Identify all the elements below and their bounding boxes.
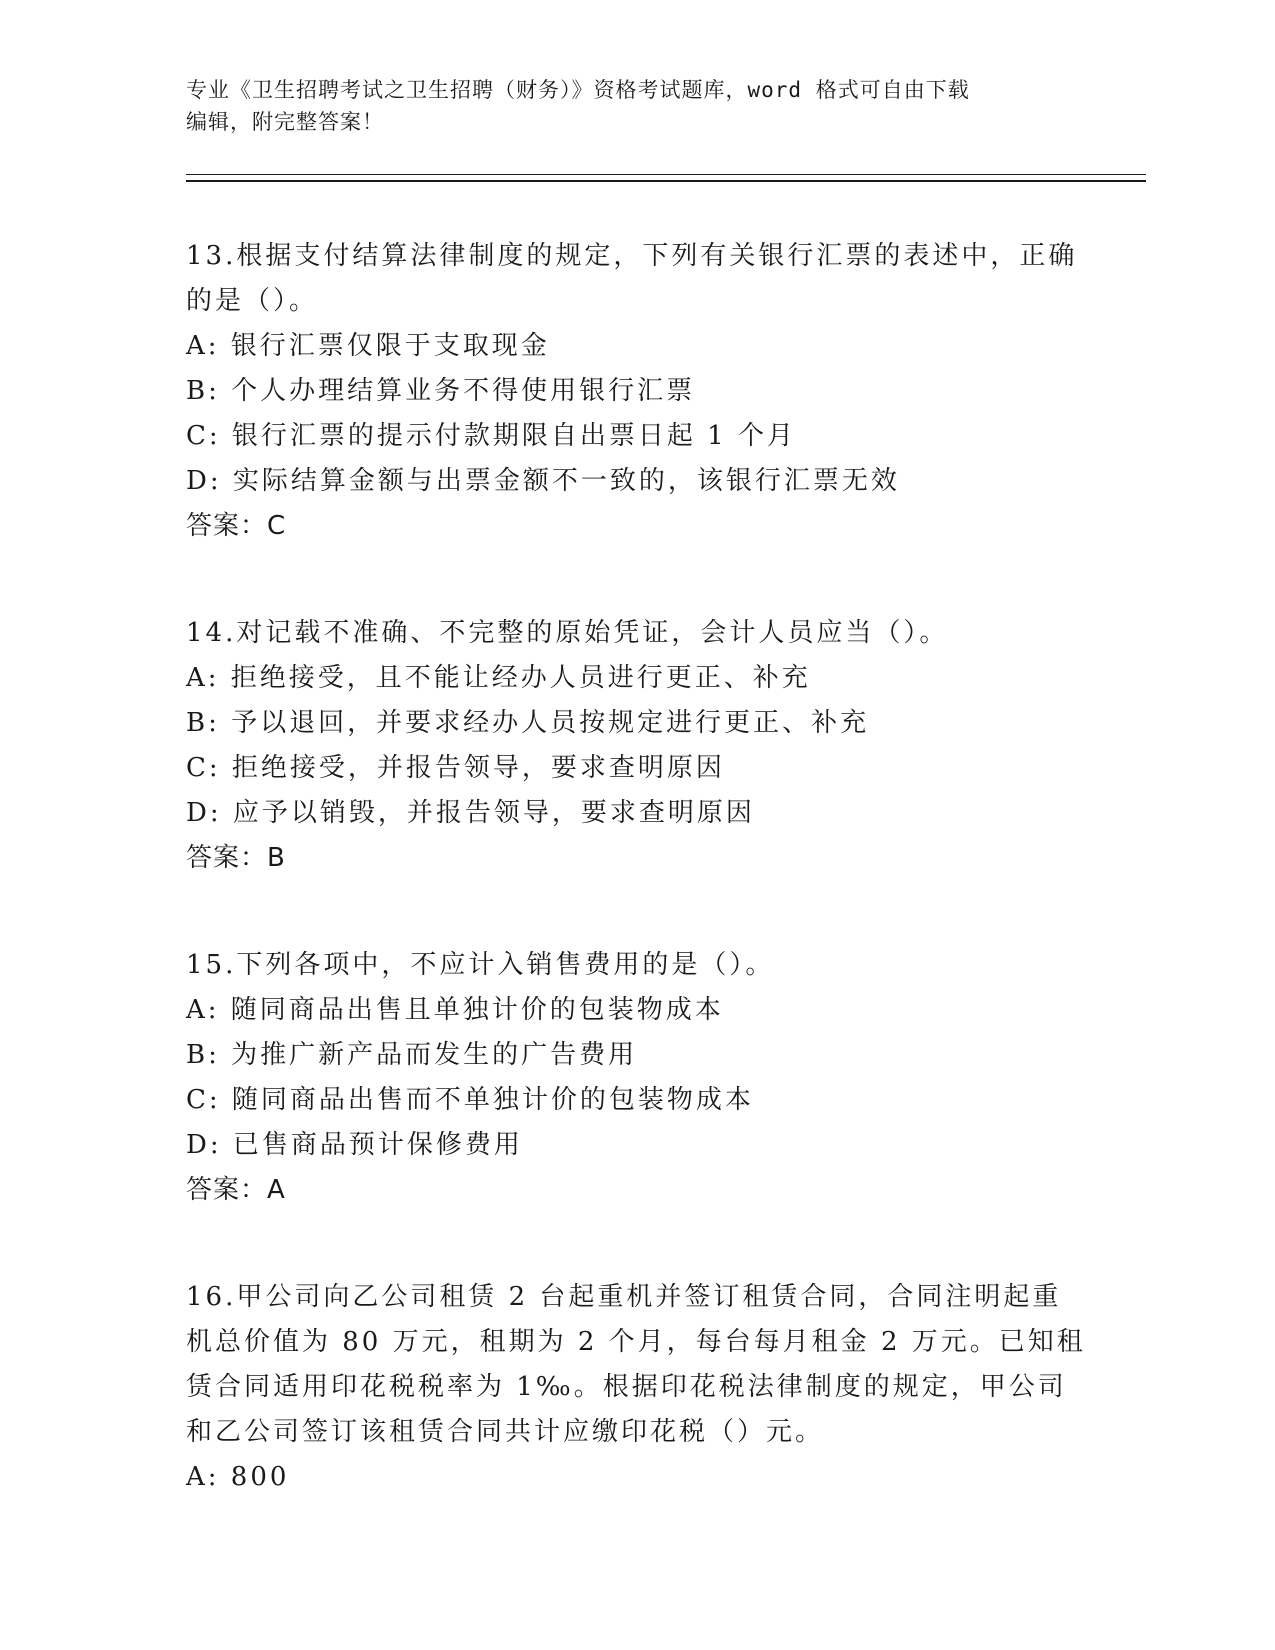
answer-line: 答案：C <box>186 511 287 541</box>
option-d: D: 应予以销毁，并报告领导，要求查明原因 <box>186 798 755 828</box>
question-16 <box>186 1275 1086 1500</box>
option-c: C: 拒绝接受，并报告领导，要求查明原因 <box>186 753 725 783</box>
header-line-1: 专业《卫生招聘考试之卫生招聘（财务）》资格考试题库，word 格式可自由下载 <box>186 78 970 102</box>
header-divider-thick <box>186 180 1146 182</box>
option-b: B: 为推广新产品而发生的广告费用 <box>186 1040 638 1070</box>
option-d: D: 实际结算金额与出票金额不一致的，该银行汇票无效 <box>186 466 900 496</box>
option-a: A: 银行汇票仅限于支取现金 <box>186 331 550 361</box>
document-header <box>186 74 1066 138</box>
question-text: 14.对记载不准确、不完整的原始凭证，会计人员应当（）。 <box>186 618 949 648</box>
question-text: 15.下列各项中，不应计入销售费用的是（）。 <box>186 950 775 980</box>
header-line-2: 编辑，附完整答案！ <box>186 110 384 134</box>
answer-line: 答案：B <box>186 843 286 873</box>
question-14 <box>186 611 1086 881</box>
answer-line: 答案：A <box>186 1175 286 1205</box>
question-list <box>186 234 1086 1562</box>
question-text: 16.甲公司向乙公司租赁 2 台起重机并签订租赁合同，合同注明起重机总价值为 80 万元，租期为 2 个月，每台每月租金 2 万元。已知租赁合同适用印花税税率为 1‰。根据印花税法律制度的规定，甲公司和乙公司签订该租赁合同共计应缴印花税（）元。 <box>186 1282 1086 1447</box>
option-c: C: 银行汇票的提示付款期限自出票日起 1 个月 <box>186 421 796 451</box>
option-d: D: 已售商品预计保修费用 <box>186 1130 523 1160</box>
option-b: B: 个人办理结算业务不得使用银行汇票 <box>186 376 696 406</box>
question-13 <box>186 234 1086 549</box>
option-a: A: 随同商品出售且单独计价的包装物成本 <box>186 995 724 1025</box>
option-b: B: 予以退回，并要求经办人员按规定进行更正、补充 <box>186 708 870 738</box>
option-a: A: 拒绝接受，且不能让经办人员进行更正、补充 <box>186 663 811 693</box>
question-text: 13.根据支付结算法律制度的规定，下列有关银行汇票的表述中，正确的是（）。 <box>186 241 1078 316</box>
header-divider-thin <box>186 174 1146 175</box>
option-a: A: 800 <box>186 1462 290 1492</box>
option-c: C: 随同商品出售而不单独计价的包装物成本 <box>186 1085 754 1115</box>
question-15 <box>186 943 1086 1213</box>
